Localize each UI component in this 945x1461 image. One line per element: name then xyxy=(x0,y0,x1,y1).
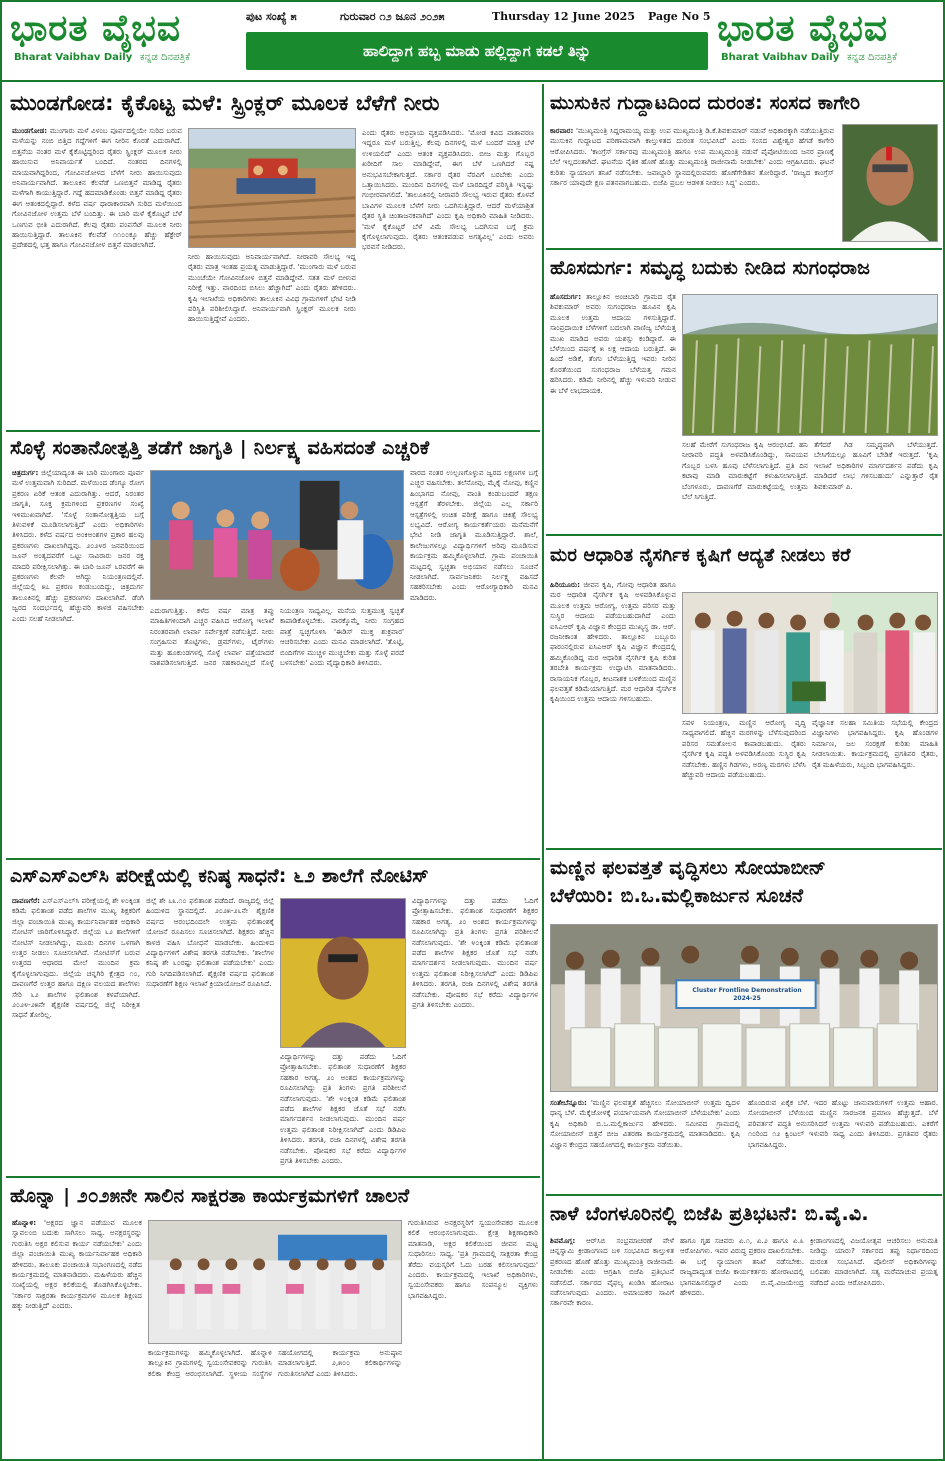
article-body xyxy=(550,1098,740,1188)
article-body: ವಿದ್ಯಾರ್ಥಿಗಳನ್ನು ದತ್ತು ಪಡೆದು ಓದಿಗೆ ಪ್ರೋತ್ಸಾಹಿಸಬೇಕು. ಫಲಿತಾಂಶ ಸುಧಾರಣೆಗೆ ಶಿಕ್ಷಕರ ಸಹಕಾರ ಅಗತ್ಯ. ೨೦ ಅಂಶದ ಕಾರ್ಯಕ್ರಮಗಳನ್ನು ರೂಪಿಸಲಾಗಿದ್ದು ಪ್ರತಿ ತಿಂಗಳು ಪ್ರಗತಿ ಪರಿಶೀಲನೆ ನಡೆಸಲಾಗುವುದು. 'ಶೇ ೪೦ಕ್ಕಿಂತ ಕಡಿಮೆ ಫಲಿತಾಂಶ ಪಡೆದ ಶಾಲೆಗಳ ಶಿಕ್ಷಕರ ಜೊತೆ ಸಭೆ ನಡೆಸಿ ಮಾರ್ಗದರ್ಶನ ನೀಡಲಾಗುವುದು. ಮುಂದಿನ ವರ್ಷ ಉತ್ತಮ ಫಲಿತಾಂಶ ನಿರೀಕ್ಷಿಸಲಾಗಿದೆ' ಎಂದು ಡಿಡಿಪಿಐ ತಿಳಿಸಿದರು. ತರಗತಿ, ರಜಾ ದಿನಗಳಲ್ಲಿ ವಿಶೇಷ ತರಗತಿ ನಡೆಸಬೇಕು. ಪೋಷಕರ ಸಭೆ ಕರೆದು ವಿದ್ಯಾರ್ಥಿಗಳ ಪ್ರಗತಿ ತಿಳಿಸಬೇಕು ಎಂದರು. xyxy=(412,896,538,1010)
article-body xyxy=(12,896,140,1172)
article-body: ಎದುರಾಗುತ್ತಿತ್ತು. ಕಳೆದ ವರ್ಷ ಮಾತ್ರ ತಪ್ಪು ಮಾಹಿತಿಗಳಿಂದಾಗಿ ಎಚ್ಚರ ವಹಿಸಿದ ಆರೋಗ್ಯ ಇಲಾಖೆ ನಿರಂತರವಾಗಿ ಲಾರ್ವಾ ಸರ್ವೇಕ್ಷಣೆ ನಡೆಸುತ್ತಿದೆ. ನೀರು ಸಂಗ್ರಹಿಸುವ ತೊಟ್ಟಿಗಳು, ಡ್ರಮ್‌ಗಳು, ಟೈರ್‌ಗಳು ಮತ್ತು ಹೂಕುಂಡಗಳಲ್ಲಿ ಸೊಳ್ಳೆ ಲಾರ್ವಾ ಪತ್ತೆಯಾದರೆ ನಾಶಪಡಿಸಲಾಗುತ್ತಿದೆ. ಜನರ ಸಹಕಾರವಿಲ್ಲದೆ ಸೊಳ್ಳೆ ನಿಯಂತ್ರಣ ಸಾಧ್ಯವಿಲ್ಲ. ಮನೆಯ ಸುತ್ತಮುತ್ತ ಸ್ವಚ್ಛತೆ ಕಾಪಾಡಿಕೊಳ್ಳಬೇಕು. ವಾರಕ್ಕೊಮ್ಮೆ ನೀರು ಸಂಗ್ರಹದ ಪಾತ್ರೆ ಸ್ವಚ್ಛಗೊಳಿಸಿ 'ಈಡಿಸ್ ಮುಕ್ತ ಶುಕ್ರವಾರ' ಆಚರಿಸಬೇಕು ಎಂದು ಮನವಿ ಮಾಡಲಾಗಿದೆ. 'ತೊಟ್ಟಿ, ಬಿಂದಿಗೆಗಳ ಮುಚ್ಚಳ ಮುಚ್ಚಬೇಕು ಮತ್ತು ಸೊಳ್ಳೆ ಪರದೆ ಬಳಸಬೇಕು' ಎಂದು ವೈದ್ಯಾಧಿಕಾರಿ ತಿಳಿಸಿದರು. xyxy=(150,606,404,668)
article-headline: ಬೆಳೆಯಿರಿ: ಬಿ.ಒ.ಮಲ್ಲಿಕಾರ್ಜುನ ಸೂಚನೆ xyxy=(550,885,804,907)
dateline: ಸಂತೇಬೆನ್ನೂರು: xyxy=(550,1098,587,1107)
dateline: ಚಿತ್ರದುರ್ಗ: xyxy=(12,468,39,477)
seed-distribution-photo xyxy=(550,924,938,1092)
slogan-banner: ಹಾಲಿದ್ದಾಗ ಹಬ್ಬ ಮಾಡು ಹಲ್ಲಿದ್ದಾಗ ಕಡಲೆ ತಿನ್ನು xyxy=(246,32,708,70)
article-text: 'ಅಕ್ಷರದ ಜ್ಞಾನ ಪಡೆಯುವ ಮೂಲಕ ಸ್ವಾವಲಂಬಿ ಬದುಕು ಸಾಗಿಸಲು ಸಾಧ್ಯ. ಅನಕ್ಷರಸ್ಥರನ್ನು ಗುರುತಿಸಿ ಅಕ್ಷರ ಕಲಿಸುವ ಕಾರ್ಯ ನಡೆಯಬೇಕು' ಎಂದು ಜಿಲ್ಲಾ ಪಂಚಾಯಿತಿ ಮುಖ್ಯ ಕಾರ್ಯನಿರ್ವಾಹಕ ಅಧಿಕಾರಿ ಹೇಳಿದರು. ತಾಲೂಕು ಪಂಚಾಯಿತಿ ಸಭಾಂಗಣದಲ್ಲಿ ನಡೆದ ಕಾರ್ಯಕ್ರಮದಲ್ಲಿ ಮಾತನಾಡಿದರು. ಮಹಿಳೆಯರು ಹೆಚ್ಚಿನ ಸಂಖ್ಯೆಯಲ್ಲಿ ಅಕ್ಷರ ಕಲಿಕೆಯಲ್ಲಿ ತೊಡಗಿಸಿಕೊಳ್ಳಬೇಕು. 'ಸರ್ಕಾರ ಸಾಕ್ಷರತಾ ಕಾರ್ಯಕ್ರಮಗಳ ಮೂಲಕ ಶಿಕ್ಷಣದ ಹಕ್ಕು ನೀಡುತ್ತಿದೆ' ಎಂದರು. xyxy=(12,1218,142,1311)
article-body: ಸಲಹೆ ಮೇರೆಗೆ ಸುಗಂಧರಾಜ ಕೃಷಿ ಆರಂಭಿಸಿದೆ. ಹನಿ ನೀರಾವರಿ ಪದ್ಧತಿ ಅಳವಡಿಸಿಕೊಂಡಿದ್ದು, ಸಾವಯವ ಗೊಬ್ಬರ ಬಳಸಿ ಹೂವು ಬೆಳೆಸಲಾಗುತ್ತಿದೆ. ಪ್ರತಿ ದಿನ ಕಟಾವು ಮಾಡಿ ಮಾರುಕಟ್ಟೆಗೆ ಕಳುಹಿಸಲಾಗುತ್ತಿದೆ. ಬೆಂಗಳೂರು, ದಾವಣಗೆರೆ ಮಾರುಕಟ್ಟೆಯಲ್ಲಿ ಉತ್ತಮ ಬೆಲೆ ಸಿಗುತ್ತಿದೆ. xyxy=(682,440,808,502)
article-text: ತಾಲ್ಲೂಕಿನ ಅಂಚಿಬಾರಿ ಗ್ರಾಮದ ರೈತ ಶಿವಕುಮಾರ್ ಅವರು ಸುಗಂಧರಾಜ ಹೂವಿನ ಕೃಷಿ ಮೂಲಕ ಉತ್ತಮ ಆದಾಯ ಗಳಿಸುತ್ತಿದ್ದಾರೆ. ಸಾಂಪ್ರದಾಯಿಕ ಬೆಳೆಗಳಿಗೆ ಬದಲಾಗಿ ವಾಣಿಜ್ಯ ಬೆಳೆಯತ್ತ ಮುಖ ಮಾಡಿದ ಅವರು ಯಶಸ್ಸು ಕಂಡಿದ್ದಾರೆ. ಈ ಬೆಳೆಯಿಂದ ವರ್ಷಕ್ಕೆ ೫ ಲಕ್ಷ ಆದಾಯ ಬರುತ್ತಿದೆ. ಈ ಹಿಂದೆ ಅಡಿಕೆ, ತೆಂಗು ಬೆಳೆಯುತ್ತಿದ್ದ ಇವರು ನೀರಿನ ಕೊರತೆಯಿಂದ ಸುಗಂಧರಾಜ ಬೆಳೆಯತ್ತ ಗಮನ ಹರಿಸಿದರು. ಕಡಿಮೆ ನೀರಿನಲ್ಲಿ ಹೆಚ್ಚು ಇಳುವರಿ ನೀಡುವ ಈ ಬೆಳೆ ಲಾಭದಾಯಕ. xyxy=(550,292,676,395)
article-body: ಹಾಗೂ ಗೃಹ ಸಚಿವರು ಏ.೧, ಏ.೨ ಹಾಗೂ ಏ.೩ ಆರೋಪಿಗಳು. ಇವರ ವಿರುದ್ಧ ಪ್ರಕರಣ ದಾಖಲಿಸಬೇಕು. ಈ ಬಗ್ಗೆ ನ್ಯಾಯಾಂಗ ತನಿಖೆ ನಡೆಸಬೇಕು. ರಾಜ್ಯದಾದ್ಯಂತ ಬಿಜೆಪಿ ಕಾರ್ಯಕರ್ತರು ಹೋರಾಟದಲ್ಲಿ ಭಾಗವಹಿಸಲಿದ್ದಾರೆ ಎಂದು ಬಿ.ವೈ.ವಿಜಯೇಂದ್ರ ಹೇಳಿದರು. xyxy=(680,1236,804,1298)
dateline: ಮುಂಡಗೋಡ: xyxy=(12,126,48,135)
official-portrait-photo xyxy=(280,898,406,1048)
dateline: ಹಿರಿಯೂರು: xyxy=(550,580,580,589)
section-divider xyxy=(546,534,942,536)
article-headline: ಎಸ್‌ಎಸ್‌ಎಲ್‌ಸಿ ಪರೀಕ್ಷೆಯಲ್ಲಿ ಕನಿಷ್ಠ ಸಾಧನೆ: ೬೨ ಶಾಲೆಗೆ ನೋಟಿಸ್ xyxy=(10,865,429,887)
brand-name: ಭಾರತ ವೈಭವ xyxy=(10,7,181,49)
article-body xyxy=(12,468,144,854)
article-body: ಎಂದು ರೈತರು ಅಭಿಪ್ರಾಯ ವ್ಯಕ್ತಪಡಿಸಿದರು. 'ಮೋಡ ಕವಿದ ವಾತಾವರಣ ಇದ್ದರೂ ಮಳೆ ಬರುತ್ತಿಲ್ಲ. ಕೆಲವು ದಿನಗಳಲ್ಲಿ ಮಳೆ ಬಂದರೆ ಮಾತ್ರ ಬೆಳೆ ಉಳಿಯಲಿದೆ' ಎಂದು ಆತಂಕ ವ್ಯಕ್ತಪಡಿಸಿದರು. ಬೀಜ ಮತ್ತು ಗೊಬ್ಬರ ಖರೀದಿಗೆ ಸಾಲ ಮಾಡಿದ್ದೇವೆ, ಈಗ ಬೆಳೆ ಒಣಗಿದರೆ ನಷ್ಟ ಅನುಭವಿಸಬೇಕಾಗುತ್ತದೆ. ಸರ್ಕಾರ ರೈತರ ನೆರವಿಗೆ ಬರಬೇಕು ಎಂದು ಒತ್ತಾಯಿಸಿದರು. ಮುಂದಿನ ದಿನಗಳಲ್ಲಿ ಮಳೆ ಬಾರದಿದ್ದರೆ ಪರಿಸ್ಥಿತಿ ಇನ್ನಷ್ಟು ಗಂಭೀರವಾಗಲಿದೆ. 'ತಾಲೂಕಿನಲ್ಲಿ ನೀರಾವರಿ ಸೌಲಭ್ಯ ಇರುವ ರೈತರು ಕೊಳವೆ ಬಾವಿಗಳ ಮೂಲಕ ಬೆಳೆಗೆ ನೀರು ಒದಗಿಸುತ್ತಿದ್ದಾರೆ. ಆದರೆ ಮಳೆಯಾಶ್ರಿತ ರೈತರ ಸ್ಥಿತಿ ಚಿಂತಾಜನಕವಾಗಿದೆ' ಎಂದು ಕೃಷಿ ಅಧಿಕಾರಿ ಮಾಹಿತಿ ನೀಡಿದರು. 'ಮಳೆ ಕೈಕೊಟ್ಟರೆ ಬೆಳೆ ವಿಮೆ ಸೌಲಭ್ಯ ಒದಗಿಸುವ ಬಗ್ಗೆ ಕ್ರಮ ಕೈಗೊಳ್ಳಲಾಗುವುದು. ರೈತರು ಆತಂಕಪಡುವ ಅಗತ್ಯವಿಲ್ಲ' ಎಂದು ಅವರು ಭರವಸೆ ನೀಡಿದರು. xyxy=(362,128,534,252)
section-divider xyxy=(6,858,540,860)
article-headline: ಮರ ಆಧಾರಿತ ನೈಸರ್ಗಿಕ ಕೃಷಿಗೆ ಆದ್ಯತೆ ನೀಡಲು ಕರೆ xyxy=(550,545,851,566)
brand-english: Bharat Vaibhav Daily xyxy=(721,52,840,63)
article-headline: ಹೊಸದುರ್ಗ: ಸಮೃದ್ಧ ಬದುಕು ನೀಡಿದ ಸುಗಂಧರಾಜ xyxy=(550,257,871,279)
article-text: ಎಸ್‌ಎಸ್‌ಎಲ್‌ಸಿ ಪರೀಕ್ಷೆಯಲ್ಲಿ ಶೇ ೪೦ಕ್ಕಿಂತ ಕಡಿಮೆ ಫಲಿತಾಂಶ ಪಡೆದ ಶಾಲೆಗಳ ಮುಖ್ಯ ಶಿಕ್ಷಕರಿಗೆ ಜಿಲ್ಲಾ ಪಂಚಾಯಿತಿ ಮುಖ್ಯ ಕಾರ್ಯನಿರ್ವಾಹಕ ಅಧಿಕಾರಿ ನೋಟಿಸ್ ಜಾರಿಗೊಳಿಸಿದ್ದಾರೆ. ಜಿಲ್ಲೆಯ ೬೨ ಶಾಲೆಗಳಿಗೆ ನೋಟಿಸ್ ನೀಡಲಾಗಿದ್ದು, ಮೂರು ದಿನಗಳ ಒಳಗಾಗಿ ಉತ್ತರ ನೀಡಲು ಸೂಚಿಸಲಾಗಿದೆ. ನೋಟಿಸ್‌ಗೆ ಬರುವ ಉತ್ತರದ ಆಧಾರದ ಮೇಲೆ ಮುಂದಿನ ಕ್ರಮ ಕೈಗೊಳ್ಳಲಾಗುವುದು. ಜಿಲ್ಲೆಯ ಚನ್ನಗಿರಿ ಕ್ಷೇತ್ರದ ೧೦, ದಾವಣಗೆರೆ ಉತ್ತರ ಹಾಗೂ ದಕ್ಷಿಣ ವಲಯದ ಶಾಲೆಗಳು ಸೇರಿ ೬೨ ಶಾಲೆಗಳ ಫಲಿತಾಂಶ ಕಳಪೆಯಾಗಿದೆ. ೨೦೨೪-೨೫ನೇ ಶೈಕ್ಷಣಿಕ ವರ್ಷದಲ್ಲಿ ಜಿಲ್ಲೆ ನಿರೀಕ್ಷಿತ ಸಾಧನೆ ತೋರಿಲ್ಲ. xyxy=(12,896,140,1020)
page-number: Page No 5 xyxy=(648,10,711,23)
masthead xyxy=(2,2,943,80)
article-text: ಜೀವನ ಕೃಷಿ, ಗೋವು ಆಧಾರಿತ ಹಾಗೂ ಮರ ಆಧಾರಿತ ನೈಸರ್ಗಿಕ ಕೃಷಿ ಅಳವಡಿಸಿಕೊಳ್ಳುವ ಮೂಲಕ ಉತ್ತಮ ಆರೋಗ್ಯ, ಉತ್ತಮ ಪರಿಸರ ಮತ್ತು ಸುಸ್ಥಿರ ಆದಾಯ ಪಡೆಯಬಹುದಾಗಿದೆ ಎಂದು ಐಸಿಎಆರ್ ಕೃಷಿ ವಿಜ್ಞಾನ ಕೇಂದ್ರದ ಮುಖ್ಯಸ್ಥ ಡಾ. ಆರ್. ರಜನೀಕಾಂತ ಹೇಳಿದರು. ತಾಲ್ಲೂಕಿನ ಬಬ್ಬೂರು ಫಾರಂನಲ್ಲಿರುವ ಐಸಿಎಆರ್ ಕೃಷಿ ವಿಜ್ಞಾನ ಕೇಂದ್ರದಲ್ಲಿ ಹಮ್ಮಿಕೊಂಡಿದ್ದ ಮರ ಆಧಾರಿತ ನೈಸರ್ಗಿಕ ಕೃಷಿ ಕುರಿತ ತರಬೇತಿ ಕಾರ್ಯಕ್ರಮ ಉದ್ಘಾಟಿಸಿ ಮಾತನಾಡಿದರು. ರಾಸಾಯನಿಕ ಗೊಬ್ಬರ, ಕೀಟನಾಶಕ ಬಳಕೆಯಿಂದ ಮಣ್ಣಿನ ಫಲವತ್ತತೆ ಕಡಿಮೆಯಾಗುತ್ತಿದೆ. ಮರ ಆಧಾರಿತ ನೈಸರ್ಗಿಕ ಕೃಷಿಯಿಂದ ಉತ್ತಮ ಆದಾಯ ಗಳಿಸಬಹುದು. xyxy=(550,580,676,704)
mosquito-awareness-photo xyxy=(150,470,404,600)
article-text: ಜಿಲ್ಲೆಯಾದ್ಯಂತ ಈ ಬಾರಿ ಮುಂಗಾರು ಪೂರ್ವ ಮಳೆ ಉತ್ತಮವಾಗಿ ಸುರಿದಿದೆ. ಮಳೆಯಿಂದ ಡೆಂಗ್ಯೂ ರೋಗ ಪ್ರಕರಣ ಏರಿಕೆ ಆತಂಕ ಎದುರಾಗಿತ್ತು. ಆದರೆ, ನಿರಂತರ ಜಾಗೃತಿ, ಸೂಕ್ತ ಕ್ರಮಗಳಿಂದ ಪ್ರಕರಣಗಳ ಸಂಖ್ಯೆ ಇಳಿಮುಖವಾಗಿದೆ. 'ಸೊಳ್ಳೆ ಸಂತಾನೋತ್ಪತ್ತಿಯ ಬಗ್ಗೆ ತಿಳುವಳಿಕೆ ಮೂಡಿಸಲಾಗುತ್ತಿದೆ' ಎಂದು ಅಧಿಕಾರಿಗಳು ತಿಳಿಸಿದರು. ಕಳೆದ ವರ್ಷದ ಅಂಕಿಅಂಶಗಳ ಪ್ರಕಾರ ಹಲವು ಪ್ರಕರಣಗಳು ದಾಖಲಾಗಿದ್ದವು. ೨೦೨೪ರ ಜನವರಿಯಿಂದ ಜೂನ್ ಅಂತ್ಯದವರೆಗೆ ಒಟ್ಟು ಸಾವಿರಾರು ಜನರ ರಕ್ತ ಮಾದರಿ ಪರೀಕ್ಷಿಸಲಾಗಿತ್ತು. ಈ ಬಾರಿ ಜೂನ್ ೬ರವರೆಗೆ ಈ ಪ್ರಕರಣಗಳು ಕೆಲವೇ ಆಗಿದ್ದು ನಿಯಂತ್ರಣದಲ್ಲಿವೆ. ಜಿಲ್ಲೆಯಲ್ಲಿ ೫೭ ಪ್ರಕರಣ ಕಂಡುಬಂದಿದ್ದು, ಚಿತ್ರದುರ್ಗ ತಾಲೂಕಿನಲ್ಲಿ ಹೆಚ್ಚು ಪ್ರಕರಣಗಳು ದಾಖಲಾಗಿವೆ. ಡೆಂಗಿ ಜ್ವರದ ಸಂದರ್ಭದಲ್ಲಿ ಹೆಚ್ಚುವರಿ ಕಾಳಜಿ ವಹಿಸಬೇಕು ಎಂದು ಸಲಹೆ ನೀಡಲಾಗಿದೆ. xyxy=(12,468,144,623)
date-english: Thursday 12 June 2025 xyxy=(492,10,635,23)
brand-tagline: ಕನ್ನಡ ದಿನಪತ್ರಿಕೆ xyxy=(140,52,191,63)
brand-english: Bharat Vaibhav Daily xyxy=(14,52,133,63)
issue-number: ಪುಟ ಸಂಖ್ಯೆ ೫ xyxy=(246,10,297,23)
dateline: ಕಾರವಾರ: xyxy=(550,126,574,135)
brand-logo-right xyxy=(717,8,939,72)
article-headline: ಹೊನ್ನಾ | ೨೦೨೫ನೇ ಸಾಲಿನ ಸಾಕ್ಷರತಾ ಕಾರ್ಯಕ್ರಮಗಳಿಗೆ ಚಾಲನೆ xyxy=(10,1185,410,1207)
article-body xyxy=(550,1236,674,1454)
article-body: ಕಾರ್ಯಕ್ರಮಗಳನ್ನು ಹಮ್ಮಿಕೊಳ್ಳಲಾಗಿದೆ. ಹೊನ್ನಾಳಿ ತಾಲ್ಲೂಕಿನ ಗ್ರಾಮಗಳಲ್ಲಿ ಸ್ವಯಂಸೇವಕರನ್ನು ಗುರುತಿಸಿ ಕಲಿಕಾ ಕೇಂದ್ರ ಆರಂಭಿಸಲಾಗಿದೆ. ಸ್ಥಳೀಯ ಸಂಸ್ಥೆಗಳ ಸಹಯೋಗದಲ್ಲಿ ಕಾರ್ಯಕ್ರಮ ಅನುಷ್ಠಾನ ಮಾಡಲಾಗುತ್ತಿದೆ. ೨,೫೦೦ ಕಲಿಕಾರ್ಥಿಗಳನ್ನು ಗುರುತಿಸಲಾಗಿದೆ ಎಂದು ತಿಳಿಸಿದರು. xyxy=(148,1348,402,1378)
article-body: ವೈಜ್ಞಾನಿಕ ಸಲಹಾ ಸಮಿತಿಯ ಸಭೆಯಲ್ಲಿ ಕೇಂದ್ರದ ವಿಜ್ಞಾನಿಗಳು ಭಾಗವಹಿಸಿದ್ದರು. ಕೃಷಿ ಹೊಂಡಗಳ ನಿರ್ಮಾಣ, ಜಲ ಸಂರಕ್ಷಣೆ ಕುರಿತು ಮಾಹಿತಿ ನೀಡಲಾಯಿತು. ಕಾರ್ಯಕ್ರಮದಲ್ಲಿ ಪ್ರಗತಿಪರ ರೈತರು, ರೈತ ಮಹಿಳೆಯರು, ಸಿಬ್ಬಂದಿ ಭಾಗವಹಿಸಿದ್ದರು. xyxy=(812,718,938,769)
article-body: ಕ್ರೀಡಾಂಗಣದಲ್ಲಿ ವಿಜಯೋತ್ಸವ ಆಚರಿಸಲು ಅನುಮತಿ ನೀಡಿದ್ದು ಯಾರು? ಸರ್ಕಾರದ ತಪ್ಪು ನಿರ್ಧಾರದಿಂದ ದುರಂತ ಸಂಭವಿಸಿದೆ. ಪೊಲೀಸ್ ಅಧಿಕಾರಿಗಳನ್ನು ಬಲಿಪಶು ಮಾಡಲಾಗಿದೆ. ಸತ್ಯ ಮರೆಮಾಚುವ ಪ್ರಯತ್ನ ನಡೆದಿದೆ ಎಂದು ಆರೋಪಿಸಿದರು. xyxy=(810,1236,938,1287)
date-kannada: ಗುರುವಾರ ೧೨ ಜೂನ ೨೦೨೫ xyxy=(340,10,445,23)
article-text: 'ಮುಖ್ಯಮಂತ್ರಿ ಸಿದ್ದರಾಮಯ್ಯ ಮತ್ತು ಉಪ ಮುಖ್ಯಮಂತ್ರಿ ಡಿ.ಕೆ.ಶಿವಕುಮಾರ್ ನಡುವೆ ಅಧಿಕಾರಕ್ಕಾಗಿ ನಡೆಯುತ್ತಿರುವ ಮುಸುಕಿನ ಗುದ್ದಾಟದ ಪರಿಣಾಮವಾಗಿ ಕಾಲ್ತುಳಿತದ ದುರಂತ ಸಂಭವಿಸಿದೆ' ಎಂದು ಸಂಸದ ವಿಶ್ವೇಶ್ವರ ಹೆಗಡೆ ಕಾಗೇರಿ ಆರೋಪಿಸಿದರು. 'ಕಾಂಗ್ರೆಸ್ ಸರ್ಕಾರವು ಮುಖ್ಯಮಂತ್ರಿ ಹಾಗೂ ಉಪ ಮುಖ್ಯಮಂತ್ರಿ ನಡುವೆ ಪೈಪೋಟಿಯಿಂದ ಜನರ ಪ್ರಾಣಕ್ಕೆ ಬೆಲೆ ಇಲ್ಲದಂತಾಗಿದೆ. ಘಟನೆಯ ನೈತಿಕ ಹೊಣೆ ಹೊತ್ತು ಮುಖ್ಯಮಂತ್ರಿ ರಾಜೀನಾಮೆ ನೀಡಬೇಕು' ಎಂದು ಆಗ್ರಹಿಸಿದರು. ಘಟನೆ ಕುರಿತು ನ್ಯಾಯಾಂಗ ತನಿಖೆ ನಡೆಸಬೇಕು. ಜವಾಬ್ದಾರಿ ಸ್ಥಾನದಲ್ಲಿರುವವರು ಹೊಣೆಗೇಡಿತನ ತೋರಿದ್ದಾರೆ. 'ರಾಜ್ಯದ ಕಾಂಗ್ರೆಸ್ ಸರ್ಕಾರ ಯಾವುದೇ ಕ್ಷಣ ಪತನವಾಗಬಹುದು. ಬಿಜೆಪಿ ಪ್ರಬಲ ಆಡಳಿತ ನೀಡಲು ಸಿದ್ಧ' ಎಂದರು. xyxy=(550,126,834,188)
literacy-event-photo xyxy=(148,1220,402,1344)
article-body: ಸವಳ ನಿಯಂತ್ರಣ, ಮಣ್ಣಿನ ಆರೋಗ್ಯ ವೃದ್ಧಿ ಸಾಧ್ಯವಾಗಲಿದೆ. ಹೆಚ್ಚಿನ ಮರಗಳನ್ನು ಬೆಳೆಸುವುದರಿಂದ ಪರಿಸರ ಸಮತೋಲನ ಕಾಪಾಡಬಹುದು. ರೈತರು ನೈಸರ್ಗಿಕ ಕೃಷಿ ಪದ್ಧತಿ ಅಳವಡಿಸಿಕೊಂಡು ಸುಸ್ಥಿರ ಕೃಷಿ ನಡೆಸಬೇಕು. ಹಣ್ಣಿನ ಗಿಡಗಳು, ಅರಣ್ಯ ಮರಗಳು ಬೆಳೆಸಿ ಹೆಚ್ಚುವರಿ ಆದಾಯ ಪಡೆಯಬಹುದು. xyxy=(682,718,806,780)
section-divider xyxy=(6,430,540,432)
article-text: ವಿದ್ಯಾರ್ಥಿಗಳನ್ನು ದತ್ತು ಪಡೆದು ಓದಿಗೆ ಪ್ರೋತ್ಸಾಹಿಸಬೇಕು. ಫಲಿತಾಂಶ ಸುಧಾರಣೆಗೆ ಶಿಕ್ಷಕರ ಸಹಕಾರ ಅಗತ್ಯ. ೨೦ ಅಂಶದ ಕಾರ್ಯಕ್ರಮಗಳನ್ನು ರೂಪಿಸಲಾಗಿದ್ದು ಪ್ರತಿ ತಿಂಗಳು ಪ್ರಗತಿ ಪರಿಶೀಲನೆ ನಡೆಸಲಾಗುವುದು. 'ಶೇ ೪೦ಕ್ಕಿಂತ ಕಡಿಮೆ ಫಲಿತಾಂಶ ಪಡೆದ ಶಾಲೆಗಳ ಶಿಕ್ಷಕರ ಜೊತೆ ಸಭೆ ನಡೆಸಿ ಮಾರ್ಗದರ್ಶನ ನೀಡಲಾಗುವುದು. ಮುಂದಿನ ವರ್ಷ ಉತ್ತಮ ಫಲಿತಾಂಶ ನಿರೀಕ್ಷಿಸಲಾಗಿದೆ' ಎಂದು ಡಿಡಿಪಿಐ ತಿಳಿಸಿದರು. ತರಗತಿ, ರಜಾ ದಿನಗಳಲ್ಲಿ ವಿಶೇಷ ತರಗತಿ ನಡೆಸಬೇಕು. ಪೋಷಕರ ಸಭೆ ಕರೆದು ವಿದ್ಯಾರ್ಥಿಗಳ ಪ್ರಗತಿ ತಿಳಿಸಬೇಕು ಎಂದರು. xyxy=(280,1052,406,1166)
article-body: ತೆಗೆದರೆ ಗಿಡ ಸಮೃದ್ಧವಾಗಿ ಬೆಳೆಯುತ್ತದೆ. ಬೇಸಿಗೆಯಲ್ಲೂ ಹೂವಿಗೆ ಬೇಡಿಕೆ ಇರುತ್ತದೆ. 'ಕೃಷಿ ಇಲಾಖೆ ಅಧಿಕಾರಿಗಳ ಮಾರ್ಗದರ್ಶನ ಪಡೆದು ಕೃಷಿ ಮಾಡಿದರೆ ಲಾಭ ಗಳಿಸಬಹುದು' ಎನ್ನುತ್ತಾರೆ ರೈತ ಶಿವಕುಮಾರ್ ಪಿ. xyxy=(814,440,938,491)
article-body xyxy=(12,1218,142,1454)
brand-logo-left xyxy=(10,8,232,72)
section-divider xyxy=(546,848,942,850)
section-divider xyxy=(6,1176,540,1178)
dateline: ಹೊನ್ನಾಳಿ: xyxy=(12,1218,37,1227)
tuberose-field-photo xyxy=(682,294,938,436)
dateline: ಶಿವಮೊಗ್ಗ: xyxy=(550,1236,576,1245)
article-body: ಗುರುತಿಸಿರುವ ಅನಕ್ಷರಸ್ಥರಿಗೆ ಸ್ವಯಂಸೇವಕರ ಮೂಲಕ ಕಲಿಕೆ ಆರಂಭಿಸಲಾಗುವುದು. ಕ್ಷೇತ್ರ ಶಿಕ್ಷಣಾಧಿಕಾರಿ ಮಾತನಾಡಿ, ಅಕ್ಷರ ಕಲಿಕೆಯಿಂದ ಜೀವನ ಮಟ್ಟ ಸುಧಾರಿಸಲು ಸಾಧ್ಯ. 'ಪ್ರತಿ ಗ್ರಾಮದಲ್ಲಿ ಸಾಕ್ಷರತಾ ಕೇಂದ್ರ ತೆರೆದು ವಯಸ್ಕರಿಗೆ ಓದು ಬರಹ ಕಲಿಸಲಾಗುವುದು' ಎಂದರು. ಕಾರ್ಯಕ್ರಮದಲ್ಲಿ ಇಲಾಖೆ ಅಧಿಕಾರಿಗಳು, ಸ್ವಯಂಸೇವಕರು ಹಾಗೂ ಸಂಪನ್ಮೂಲ ವ್ಯಕ್ತಿಗಳು ಭಾಗವಹಿಸಿದ್ದರು. xyxy=(408,1218,538,1300)
article-text: ಆರ್‌ಸಿಬಿ ಸಂಭ್ರಮಾಚರಣೆ ವೇಳೆ ಚಿನ್ನಸ್ವಾಮಿ ಕ್ರೀಡಾಂಗಣದ ಬಳಿ ಸಂಭವಿಸಿದ ಕಾಲ್ತುಳಿತ ಪ್ರಕರಣದ ಹೊಣೆ ಹೊತ್ತು ಮುಖ್ಯಮಂತ್ರಿ ರಾಜೀನಾಮೆ ನೀಡಬೇಕು ಎಂದು ಆಗ್ರಹಿಸಿ ಬಿಜೆಪಿ ಪ್ರತಿಭಟನೆ ನಡೆಸಲಿದೆ. ಸರ್ಕಾರದ ವೈಫಲ್ಯ ಖಂಡಿಸಿ ಹೋರಾಟ ನಡೆಸಲಾಗುವುದು ಎಂದರು. ಅಮಾಯಕರ ಸಾವಿಗೆ ಸರ್ಕಾರವೇ ಕಾರಣ. xyxy=(550,1236,674,1308)
masthead-divider xyxy=(2,80,943,82)
column-divider xyxy=(542,84,544,1459)
masthead-center xyxy=(246,8,711,74)
article-headline: ಮಣ್ಣಿನ ಫಲವತ್ತತೆ ವೃದ್ಧಿಸಲು ಸೋಯಾಬೀನ್ xyxy=(550,857,826,879)
article-headline: ಸೊಳ್ಳೆ ಸಂತಾನೋತ್ಪತ್ತಿ ತಡೆಗೆ ಜಾಗೃತಿ | ನಿರ್ಲಕ್ಷ್ಯ ವಹಿಸದಂತೆ ಎಚ್ಚರಿಕೆ xyxy=(10,437,430,459)
article-headline: ನಾಳೆ ಬೆಂಗಳೂರಿನಲ್ಲಿ ಬಿಜೆಪಿ ಪ್ರತಿಭಟನೆ: ಬಿ.ವೈ.ವಿ. xyxy=(550,1203,869,1225)
article-body: ನೀರು ಹಾಯಿಸುವುದು ಅನಿವಾರ್ಯವಾಗಿದೆ. ನೀರಾವರಿ ಸೌಲಭ್ಯ ಇದ್ದ ರೈತರು ಮಾತ್ರ ಇಂತಹ ಪ್ರಯತ್ನ ಮಾಡುತ್ತಿದ್ದಾರೆ. 'ಮುಂಗಾರು ಮಳೆ ಬರುವ ಮುಂಚೆಯೇ ಗೋವಿನಜೋಳ ಬಿತ್ತನೆ ಮಾಡಿದ್ದೇವೆ. ಸತತ ಮಳೆ ಬೀಳುವ ನಿರೀಕ್ಷೆ ಇತ್ತು. ವಾರದಿಂದ ಬಿಸಿಲು ಹೆಚ್ಚಾಗಿದೆ' ಎಂದು ರೈತರು ಹೇಳಿದರು. ಕೃಷಿ ಇಲಾಖೆಯ ಅಧಿಕಾರಿಗಳು ತಾಲೂಕಿನ ವಿವಿಧ ಗ್ರಾಮಗಳಿಗೆ ಭೇಟಿ ನೀಡಿ ಪರಿಸ್ಥಿತಿ ಪರಿಶೀಲಿಸಿದ್ದಾರೆ. ಅನಿವಾರ್ಯವಾಗಿ ಸ್ಪ್ರಿಂಕ್ಲರ್ ಮೂಲಕ ನೀರು ಹಾಯಿಸುತ್ತಿದ್ದೇವೆ ಎಂದರು. xyxy=(188,252,356,324)
article-body: ಹೊಂದಿರುವ ಏಕೈಕ ಬೆಳೆ. ಇದರ ಹೊಟ್ಟು ಜಾನುವಾರುಗಳಿಗೆ ಉತ್ತಮ ಆಹಾರ. ಸೋಯಾಬೀನ್ ಬೆಳೆಯಿಂದ ಮಣ್ಣಿನ ಸಾರಜನಕ ಪ್ರಮಾಣ ಹೆಚ್ಚುತ್ತದೆ. ಬೆಳೆ ಪರಿವರ್ತನೆ ಪದ್ಧತಿ ಅನುಸರಿಸಿದರೆ ಉತ್ತಮ ಇಳುವರಿ ಪಡೆಯಬಹುದು. ಎಕರೆಗೆ ೧೦ರಿಂದ ೧೨ ಕ್ವಿಂಟಲ್ ಇಳುವರಿ ಸಾಧ್ಯ ಎಂದು ತಿಳಿಸಿದರು. ಪ್ರಗತಿಪರ ರೈತರು ಭಾಗವಹಿಸಿದ್ದರು. xyxy=(748,1098,938,1149)
mp-portrait-photo xyxy=(842,124,938,242)
article-body xyxy=(550,580,676,842)
article-text: ಮುಂಗಾರು ಮಳೆ ವಿಳಂಬ ಪೂರ್ವದಲ್ಲಿಯೇ ಸುರಿದ ಬರುವ ಮಳೆಯನ್ನು ನಂಬಿ ಬಿತ್ತಿದ ಗದ್ದೆಗಳಿಗೆ ಈಗ ನೀರಿನ ಕೊರತೆ ಎದುರಾಗಿದೆ. ಬಿತ್ತನೆಯ ನಂತರ ಮಳೆ ಕೈಕೊಟ್ಟಿದ್ದರಿಂದ ರೈತರು ಸ್ಪ್ರಿಂಕ್ಲರ್ ಮೂಲಕ ನೀರು ಹಾಯಿಸುವ ಅನಿವಾರ್ಯತೆ ಬಂದಿದೆ. ನಂತರದ ದಿನಗಳಲ್ಲಿ ಮಾಯವಾಗಿದ್ದರಿಂದ, ಗೋವಿನಜೋಳದ ಬೆಳೆಗೆ ನೀರು ಹಾಯಿಸುವುದು ಅನಿವಾರ್ಯವಾಗಿದೆ. ತಾಲೂಕಿನ ಕೆಲವೆಡೆ ಒಣಬಿತ್ತನೆ ಮಾಡಿದ್ದ ರೈತರು ಮಳೆಗಾಗಿ ಕಾಯುತ್ತಿದ್ದಾರೆ. ಗದ್ದೆ ಹದಮಾಡಿಕೊಂಡು ಬಿತ್ತನೆ ಮಾಡಿದ್ದ ರೈತರು ಈಗ ಆತಂಕದಲ್ಲಿದ್ದಾರೆ. ಕಳೆದ ವರ್ಷ ಧಾರಾಕಾರವಾಗಿ ಸುರಿದ ಮಳೆಯಿಂದ ಗೋವಿನಜೋಳ ಉತ್ತಮ ಬೆಳೆ ಬಂದಿತ್ತು. ಈ ಬಾರಿ ಮಳೆ ಕೈಕೊಟ್ಟರೆ ಬೆಳೆ ಒಣಗುವ ಭೀತಿ ಎದುರಾಗಿದೆ. ಕೆಲವು ರೈತರು ಪಂಪಸೆಟ್ ಮೂಲಕ ನೀರು ಹಾಯಿಸುತ್ತಿದ್ದಾರೆ. ತಾಲೂಕಿನ ಕೆಲವೆಡೆ ೧೧೦೦ಕ್ಕೂ ಹೆಚ್ಚು ಹೆಕ್ಟೇರ್ ಪ್ರದೇಶದಲ್ಲಿ ಭತ್ತ ಹಾಗೂ ಗೋವಿನಜೋಳ ಬಿತ್ತನೆ ಮಾಡಲಾಗಿದೆ. xyxy=(12,126,182,250)
article-body xyxy=(550,126,834,244)
training-event-photo xyxy=(682,592,938,714)
photo-banner-text: Cluster Frontline Demonstration 2024-25 xyxy=(692,987,802,1002)
article-body: ಜಿಲ್ಲೆ ಶೇ ೬೩.೧೦ ಫಲಿತಾಂಶ ಪಡೆದಿದೆ. ರಾಜ್ಯದಲ್ಲಿ ಜಿಲ್ಲೆ ಹಿಂದುಳಿದ ಸ್ಥಾನದಲ್ಲಿದೆ. ೨೦೨೫-೨೬ನೇ ಶೈಕ್ಷಣಿಕ ವರ್ಷದ ಆರಂಭದಿಂದಲೇ ಉತ್ತಮ ಫಲಿತಾಂಶಕ್ಕೆ ಯೋಜನೆ ರೂಪಿಸಲು ಸೂಚಿಸಲಾಗಿದೆ. ಶಿಕ್ಷಕರು ಹೆಚ್ಚಿನ ಕಾಳಜಿ ವಹಿಸಿ ಬೋಧನೆ ಮಾಡಬೇಕು. ಹಿಂದುಳಿದ ವಿದ್ಯಾರ್ಥಿಗಳಿಗೆ ವಿಶೇಷ ತರಗತಿ ನಡೆಸಬೇಕು. 'ಶಾಲೆಗಳ ಕನಿಷ್ಠ ಶೇ ೬೦ರಷ್ಟು ಫಲಿತಾಂಶ ಪಡೆಯಬೇಕು' ಎಂದು ಗುರಿ ನಿಗದಿಪಡಿಸಲಾಗಿದೆ. ಶೈಕ್ಷಣಿಕ ವರ್ಷದ ಫಲಿತಾಂಶ ಸುಧಾರಣೆಗೆ ಶಿಕ್ಷಣ ಇಲಾಖೆ ಕ್ರಿಯಾಯೋಜನೆ ರೂಪಿಸಿದೆ. xyxy=(146,896,274,989)
article-body: ವಾರದ ನಂತರ ಉಲ್ಬಣಗೊಳ್ಳುವ ಜ್ವರದ ಲಕ್ಷಣಗಳ ಬಗ್ಗೆ ಎಚ್ಚರ ವಹಿಸಬೇಕು. ತಲೆನೋವು, ಮೈಕೈ ನೋವು, ಕಣ್ಣಿನ ಹಿಂಭಾಗದ ನೋವು, ವಾಂತಿ ಕಂಡುಬಂದರೆ ತಕ್ಷಣ ಆಸ್ಪತ್ರೆಗೆ ತೆರಳಬೇಕು. ಜಿಲ್ಲೆಯ ಎಲ್ಲ ಸರ್ಕಾರಿ ಆಸ್ಪತ್ರೆಗಳಲ್ಲಿ ಉಚಿತ ಪರೀಕ್ಷೆ ಹಾಗೂ ಚಿಕಿತ್ಸೆ ಸೌಲಭ್ಯ ಲಭ್ಯವಿದೆ. ಆರೋಗ್ಯ ಕಾರ್ಯಕರ್ತೆಯರು ಮನೆಮನೆಗೆ ಭೇಟಿ ನೀಡಿ ಜಾಗೃತಿ ಮೂಡಿಸುತ್ತಿದ್ದಾರೆ. ಶಾಲೆ, ಕಾಲೇಜುಗಳಲ್ಲೂ ವಿದ್ಯಾರ್ಥಿಗಳಿಗೆ ಅರಿವು ಮೂಡಿಸುವ ಕಾರ್ಯಕ್ರಮ ಹಮ್ಮಿಕೊಳ್ಳಲಾಗಿದೆ. ಗ್ರಾಮ ಪಂಚಾಯಿತಿ ಮಟ್ಟದಲ್ಲಿ ಸ್ವಚ್ಛತಾ ಅಭಿಯಾನ ನಡೆಸಲು ಸೂಚನೆ ನೀಡಲಾಗಿದೆ. ಸಾರ್ವಜನಿಕರು ನಿರ್ಲಕ್ಷ್ಯ ವಹಿಸದೆ ಸಹಕರಿಸಬೇಕು ಎಂದು ಆರೋಗ್ಯಾಧಿಕಾರಿ ಮನವಿ ಮಾಡಿದರು. xyxy=(410,468,538,602)
article-body xyxy=(280,1052,406,1172)
article-text: 'ಮಣ್ಣಿನ ಫಲವತ್ತತೆ ಹೆಚ್ಚಿಸಲು ಸೋಯಾಬೀನ್ ಉತ್ತಮ ದ್ವಿದಳ ಧಾನ್ಯ ಬೆಳೆ. ಮೆಕ್ಕೆಜೋಳಕ್ಕೆ ಪರ್ಯಾಯವಾಗಿ ಸೋಯಾಬೀನ್ ಬೆಳೆಯಬೇಕು' ಎಂದು ಕೃಷಿ ಅಧಿಕಾರಿ ಬಿ.ಒ.ಮಲ್ಲಿಕಾರ್ಜುನ ಹೇಳಿದರು. ಸಮೀಪದ ಗ್ರಾಮದಲ್ಲಿ ಸೋಯಾಬೀನ್ ಬಿತ್ತನೆ ಬೀಜ ವಿತರಣಾ ಕಾರ್ಯಕ್ರಮದಲ್ಲಿ ಮಾತನಾಡಿದರು. ಕೃಷಿ ವಿಜ್ಞಾನ ಕೇಂದ್ರದ ಸಹಯೋಗದಲ್ಲಿ ಕಾರ್ಯಕ್ರಮ ನಡೆಯಿತು. xyxy=(550,1098,740,1149)
article-headline: ಮುಂಡಗೋಡ: ಕೈಕೊಟ್ಟ ಮಳೆ: ಸ್ಪ್ರಿಂಕ್ಲರ್ ಮೂಲಕ ಬೆಳೆಗೆ ನೀರು xyxy=(10,91,440,115)
brand-tagline: ಕನ್ನಡ ದಿನಪತ್ರಿಕೆ xyxy=(847,52,898,63)
article-body xyxy=(550,292,676,528)
section-divider xyxy=(546,248,942,250)
article-headline: ಮುಸುಕಿನ ಗುದ್ದಾಟದಿಂದ ದುರಂತ: ಸಂಸದ ಕಾಗೇರಿ xyxy=(550,92,861,114)
dateline: ದಾವಣಗೆರೆ: xyxy=(12,896,41,905)
farm-photo xyxy=(188,128,356,248)
brand-name: ಭಾರತ ವೈಭವ xyxy=(717,7,888,49)
article-body xyxy=(12,126,182,426)
dateline: ಹೊಸದುರ್ಗ: xyxy=(550,292,582,301)
section-divider xyxy=(546,1194,942,1196)
